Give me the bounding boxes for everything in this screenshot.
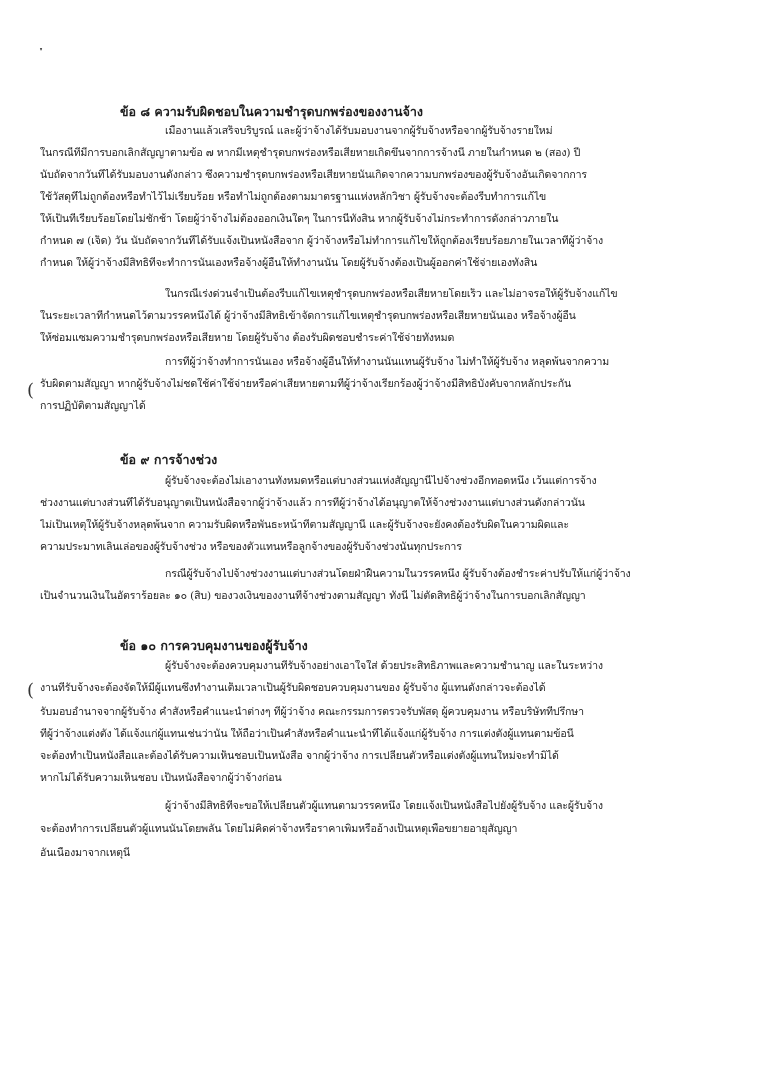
section-10-line: ผู้ว่าจ้างมีสิทธิที่จะขอให้เปลี่ยนตัวผู้แทนตามวรรคหนึ่ง โดยแจ้งเป็นหนังสือไปยังผู้รับจ้าง และผู้รับจ้าง [165,800,603,812]
section-8-line: นับถัดจากวันที่ได้รับมอบงานดังกล่าว ซึ่งความชำรุดบกพร่องหรือเสียหายนั้นเกิดจากความบกพร่องของผู้รับจ้างอันเกิดจากการ [40,169,587,181]
section-10-line: จะต้องทำเป็นหนังสือและต้องได้รับความเห็นชอบเป็นหนังสือ จากผู้ว่าจ้าง การเปลี่ยนตัวหรือแต่งตั้งผู้แทนใหม่จะทำมิได้ [40,750,559,762]
section-8-line: กำหนด ๗ (เจ็ด) วัน นับถัดจากวันที่ได้รับแจ้งเป็นหนังสือจาก ผู้ว่าจ้างหรือไม่ทำการแก้ไขให้ถูกต้องเรียบร้อยภายในเวลาที่ผู้ว่าจ้าง [40,235,604,247]
section-8-heading: ข้อ ๘ ความรับผิดชอบในความชำรุดบกพร่องของงานจ้าง [120,104,424,119]
section-10-line: รับมอบอำนาจจากผู้รับจ้าง คำสั่งหรือคำแนะนำต่างๆ ที่ผู้ว่าจ้าง คณะกรรมการตรวจรับพัสดุ ผู้ควบคุมงาน หรือบริษัทที่ปรึกษา [40,706,584,718]
section-10-line: อันเนื่องมาจากเหตุนี้ [40,847,130,859]
section-8-line: การปฏิบัติตามสัญญาได้ [40,400,146,412]
section-8-line: ให้เป็นที่เรียบร้อยโดยไม่ชักช้า โดยผู้ว่าจ้างไม่ต้องออกเงินใดๆ ในการนี้ทั้งสิ้น หากผู้รับจ้างไม่กระทำการดังกล่าวภายใน [40,213,559,225]
section-8-line: การที่ผู้ว่าจ้างทำการนั้นเอง หรือจ้างผู้อื่นให้ทำงานนั้นแทนผู้รับจ้าง ไม่ทำให้ผู้รับจ้าง หลุดพ้นจากความ [165,356,610,368]
section-10-line: จะต้องทำการเปลี่ยนตัวผู้แทนนั้นโดยพลัน โดยไม่คิดค่าจ้างหรือราคาเพิ่มหรืออ้างเป็นเหตุเพื่อขยายอายุสัญญา [40,823,518,835]
section-9-line: ผู้รับจ้างจะต้องไม่เอางานทั้งหมดหรือแต่บางส่วนแห่งสัญญานี้ไปจ้างช่วงอีกทอดหนึ่ง เว้นแต่การจ้าง [165,475,597,487]
section-8-line: ในกรณีที่มีการบอกเลิกสัญญาตามข้อ ๗ หากมีเหตุชำรุดบกพร่องหรือเสียหายเกิดขึ้นจากการจ้างนี้ ภายในกำหนด ๒ (สอง) ปี [40,147,581,159]
section-9-line: กรณีผู้รับจ้างไปจ้างช่วงงานแต่บางส่วนโดยฝ่าฝืนความในวรรคหนึ่ง ผู้รับจ้างต้องชำระค่าปรับให้แก่ผู้ว่าจ้าง [165,568,631,580]
section-8-line: ในระยะเวลาที่กำหนดไว้ตามวรรคหนึ่งได้ ผู้ว่าจ้างมีสิทธิเข้าจัดการแก้ไขเหตุชำรุดบกพร่องหรือเสียหายนั้นเอง หรือจ้างผู้อื่น [40,310,576,322]
section-9-heading: ข้อ ๙ การจ้างช่วง [120,452,218,467]
section-8-line: ใช้วัสดุที่ไม่ถูกต้องหรือทำไว้ไม่เรียบร้อย หรือทำไม่ถูกต้องตามมาตรฐานแห่งหลักวิชา ผู้รับจ้างจะต้องรีบทำการแก้ไข [40,191,547,203]
section-10-heading: ข้อ ๑๐ การควบคุมงานของผู้รับจ้าง [120,638,308,653]
scan-mark: ( [27,380,35,401]
section-8-line: รับผิดตามสัญญา หากผู้รับจ้างไม่ชดใช้ค่าใช้จ่ายหรือค่าเสียหายตามที่ผู้ว่าจ้างเรียกร้องผู้ว่าจ้างมีสิทธิบังคับจากหลักประกัน [40,378,572,390]
section-8-line: ในกรณีเร่งด่วนจำเป็นต้องรีบแก้ไขเหตุชำรุดบกพร่องหรือเสียหายโดยเร็ว และไม่อาจรอให้ผู้รับจ้างแก้ไข [165,288,618,300]
section-8-line: ให้ซ่อมแซมความชำรุดบกพร่องหรือเสียหาย โดยผู้รับจ้าง ต้องรับผิดชอบชำระค่าใช้จ่ายทั้งหมด [40,332,455,344]
section-9-line: ความประมาทเลินเล่อของผู้รับจ้างช่วง หรือของตัวแทนหรือลูกจ้างของผู้รับจ้างช่วงนั้นทุกประการ [40,541,462,553]
section-9-line: ไม่เป็นเหตุให้ผู้รับจ้างหลุดพ้นจาก ความรับผิดหรือพันธะหน้าที่ตามสัญญานี้ และผู้รับจ้างจะยังคงต้องรับผิดในความผิดและ [40,519,569,531]
section-10-line: งานที่รับจ้างจะต้องจัดให้มีผู้แทนซึ่งทำงานเต็มเวลาเป็นผู้รับผิดชอบควบคุมงานของ ผู้รับจ้าง ผู้แทนดังกล่าวจะต้องได้ [40,682,546,694]
section-9-line: เป็นจำนวนเงินในอัตราร้อยละ ๑๐ (สิบ) ของวงเงินของงานที่จ้างช่วงตามสัญญา ทั้งนี้ ไม่ตัดสิทธิผู้ว่าจ้างในการบอกเลิกสัญญา [40,590,586,602]
section-9-line: ช่วงงานแต่บางส่วนที่ได้รับอนุญาตเป็นหนังสือจากผู้ว่าจ้างแล้ว การที่ผู้ว่าจ้างได้อนุญาตให้จ้างช่วงงานแต่บางส่วนดังกล่าวนั้น [40,497,585,509]
section-10-line: ผู้รับจ้างจะต้องควบคุมงานที่รับจ้างอย่างเอาใจใส่ ด้วยประสิทธิภาพและความชำนาญ และในระหว่าง [165,660,603,672]
section-10-line: หากไม่ได้รับความเห็นชอบ เป็นหนังสือจากผู้ว่าจ้างก่อน [40,772,282,784]
section-8-line: กำหนด ให้ผู้ว่าจ้างมีสิทธิที่จะทำการนั้นเองหรือจ้างผู้อื่นให้ทำงานนั้น โดยผู้รับจ้างต้องเป็นผู้ออกค่าใช้จ่ายเองทั้งสิ้น [40,257,538,269]
scan-mark: ( [27,680,35,701]
section-8-line: เมื่องานแล้วเสร็จบริบูรณ์ และผู้ว่าจ้างได้รับมอบงานจากผู้รับจ้างหรือจากผู้รับจ้างรายใหม่ [165,125,553,137]
scan-speck: ˑ [38,40,45,61]
section-10-line: ที่ผู้ว่าจ้างแต่งตั้ง ได้แจ้งแก่ผู้แทนเช่นว่านั้น ให้ถือว่าเป็นคำสั่งหรือคำแนะนำที่ได้แจ้งแก่ผู้รับจ้าง การแต่งตั้งผู้แทนตามข้อนี้ [40,728,574,740]
